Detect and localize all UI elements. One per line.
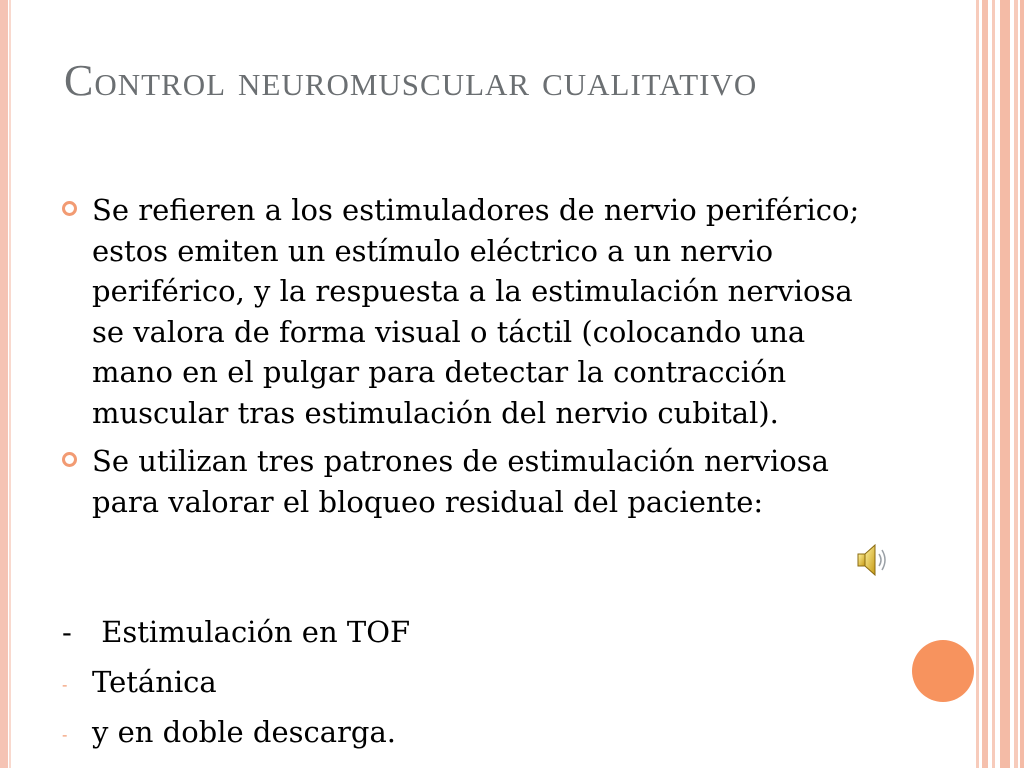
dash-item bbox=[62, 662, 882, 702]
dash-list bbox=[62, 612, 882, 752]
left-decorative-stripe bbox=[0, 0, 8, 768]
speaker-icon[interactable] bbox=[855, 540, 891, 580]
dash-text: Tetánica bbox=[92, 665, 217, 699]
dash-marker: - bbox=[62, 725, 68, 744]
slide-title: Control neuromuscular cualitativo bbox=[64, 56, 758, 105]
dash-marker: - bbox=[62, 615, 72, 649]
left-decorative-stripe-inner bbox=[9, 0, 11, 768]
slide-body bbox=[62, 190, 882, 530]
decorative-circle bbox=[912, 640, 974, 702]
dash-item bbox=[62, 612, 882, 652]
bullet-item bbox=[62, 190, 882, 433]
right-decorative-stripes bbox=[976, 0, 1024, 768]
dash-text: y en doble descarga. bbox=[92, 715, 396, 749]
bullet-text: Se refieren a los estimuladores de nervio periférico; estos emiten un estímulo eléctrico a un nervio periférico, y la respuesta a la estimulación nerviosa se valora de forma visual o táctil (colocando una mano en el pulgar para detectar la contracción muscular tras estimulación del nervio cubital). bbox=[92, 193, 860, 430]
dash-text: Estimulación en TOF bbox=[92, 615, 411, 649]
bullet-item bbox=[62, 441, 882, 522]
dash-marker: - bbox=[62, 675, 68, 694]
dash-item bbox=[62, 712, 882, 752]
ring-bullet-icon bbox=[62, 452, 77, 467]
bullet-text: Se utilizan tres patrones de estimulación nerviosa para valorar el bloqueo residual del paciente: bbox=[92, 444, 829, 519]
ring-bullet-icon bbox=[62, 201, 77, 216]
